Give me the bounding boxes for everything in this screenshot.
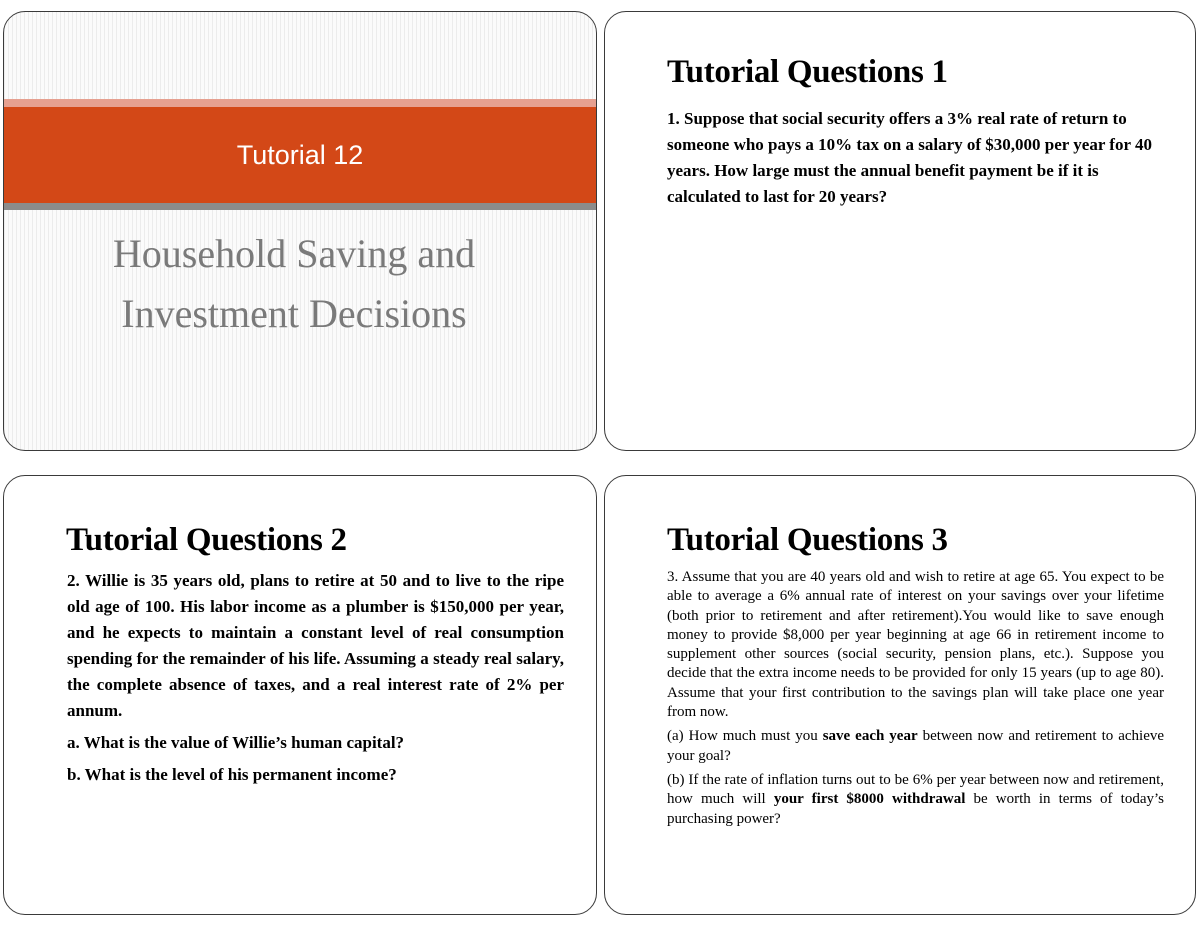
title-band-top-stripe (4, 99, 596, 107)
question-2-body (67, 568, 564, 788)
question-1-text: 1. Suppose that social security offers a 3% real rate of return to someone who pays a 10% tax on a salary of $30,000 per year for 40 years. How large must the annual benefit payment be if it is calculated to last for 20 years? (667, 109, 1152, 206)
slide-questions-2 (3, 475, 597, 915)
part-b-suffix: be worth in terms of today’s purchasing power? (667, 791, 1164, 827)
slide-heading: Tutorial Questions 1 (667, 54, 948, 90)
title-band-bottom-stripe (4, 203, 596, 210)
slide-subtitle (4, 224, 584, 344)
slide-questions-1 (604, 11, 1196, 451)
part-b-emphasis: your first $8000 withdrawal (773, 791, 966, 808)
question-2-text: 2. Willie is 35 years old, plans to retire at 50 and to live to the ripe old age of 100. His labor income as a plumber is $150,000 per year, and he expects to maintain a constant level of real consumption spending for the remainder of his life. Assuming a steady real salary, the complete absence of taxes, and a real interest rate of 2% per annum. (67, 571, 564, 720)
question-2-part-b: b. What is the level of his permanent income? (67, 765, 397, 784)
part-a-prefix: (a) How much must you (667, 728, 823, 745)
slide-title-text: Tutorial 12 (236, 139, 364, 170)
question-3-part-a (667, 727, 1164, 766)
question-3-body (667, 568, 1164, 829)
subtitle-line-2: Investment Decisions (121, 291, 467, 336)
slide-title (3, 11, 597, 451)
question-3-text: 3. Assume that you are 40 years old and wish to retire at age 65. You expect to be able to average a 6% annual rate of interest on your savings over your lifetime (both prior to retirement and after retirement).You would like to save enough money to provide $8,000 per year beginning at age 66 in retirement income to supplement other sources (social security, pension plans, etc.). Suppose you decide that the extra income needs to be provided for only 15 years (up to age 80). Assume that your first contribution to the savings plan will take place one year from now. (667, 569, 1164, 721)
slide-questions-3 (604, 475, 1196, 915)
question-2-part-a: a. What is the value of Willie’s human capital? (67, 733, 405, 752)
part-a-suffix: between now and retirement to achieve your goal? (667, 728, 1165, 764)
title-band (4, 107, 596, 203)
part-a-emphasis: save each year (822, 728, 918, 745)
part-b-prefix: (b) If the rate of inflation turns out to be 6% per year between now and retirement, how much will (667, 771, 1164, 808)
question-3-part-b (667, 771, 1164, 829)
slide-heading: Tutorial Questions 3 (667, 522, 948, 558)
slide-heading: Tutorial Questions 2 (66, 522, 347, 558)
subtitle-line-1: Household Saving and (112, 231, 476, 276)
